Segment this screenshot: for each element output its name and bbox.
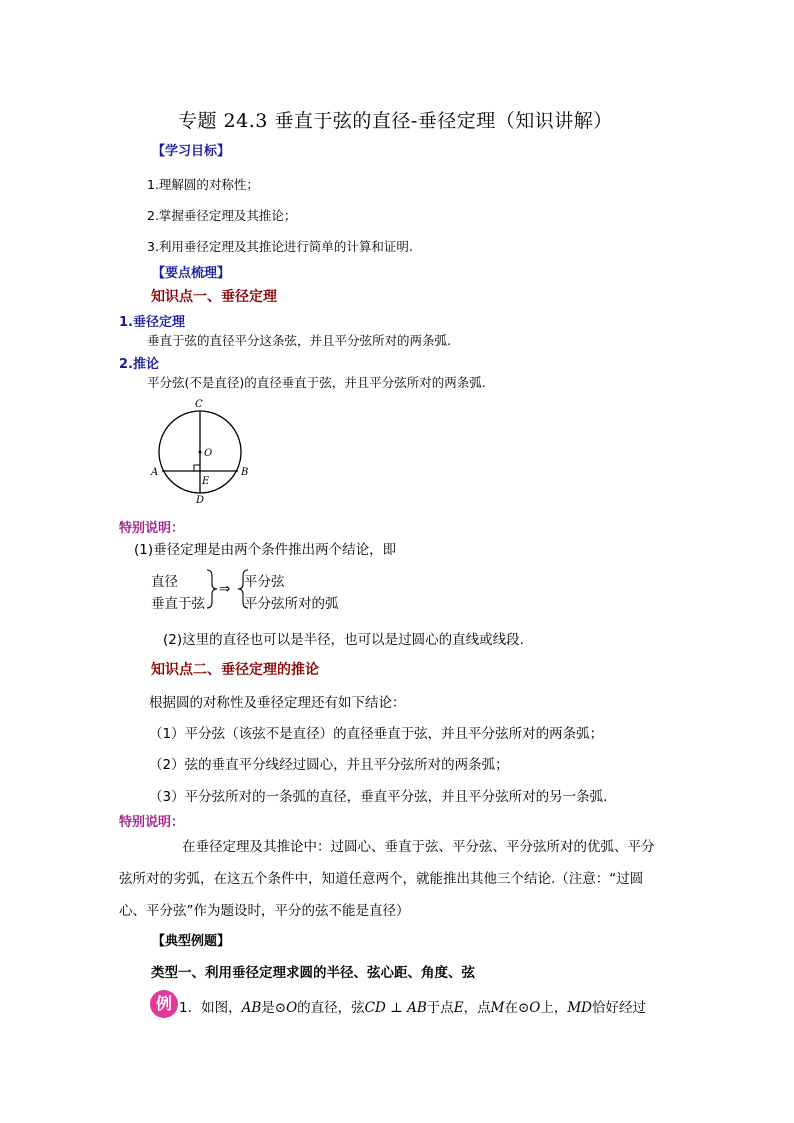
q1-text-b: 的直径，弦 bbox=[297, 1000, 365, 1016]
q1-text-a: 是 bbox=[261, 1000, 275, 1016]
kp1-heading: 知识点一、垂径定理 bbox=[151, 289, 277, 305]
brace-result2: 平分弦所对的弧 bbox=[244, 596, 339, 612]
q1-circle2: ⊙O bbox=[517, 1000, 541, 1016]
goal-item: 1.理解圆的对称性； bbox=[147, 177, 259, 192]
type1-heading: 类型一、利用垂径定理求圆的半径、弦心距、角度、弦 bbox=[151, 965, 475, 981]
special1-line1: (1)垂径定理是由两个条件推出两个结论，即 bbox=[134, 542, 397, 558]
kp1-sub2-text: 平分弦(不是直径)的直径垂直于弦，并且平分弦所对的两条弧. bbox=[147, 375, 486, 390]
points-heading: 【要点梳理】 bbox=[152, 266, 231, 281]
example-1-question bbox=[179, 996, 646, 1016]
goal-item: 2.掌握垂径定理及其推论； bbox=[147, 208, 297, 223]
special1-line2: (2)这里的直径也可以是半径，也可以是过圆心的直线或线段. bbox=[163, 632, 524, 648]
special2-line2: 弦所对的劣弧，在这五个条件中，知道任意两个，就能推出其他三个结论.（注意：“过圆 bbox=[119, 871, 644, 887]
implies-arrow: ⇒ bbox=[219, 581, 231, 597]
goal-item: 3.利用垂径定理及其推论进行简单的计算和证明. bbox=[147, 239, 413, 254]
kp1-sub1-text: 垂直于弦的直径平分这条弦，并且平分弦所对的两条弧. bbox=[147, 333, 451, 348]
kp2-item: （1）平分弦（该弦不是直径）的直径垂直于弦，并且平分弦所对的两条弧； bbox=[149, 726, 604, 742]
circle-diagram bbox=[145, 395, 260, 510]
center-dot bbox=[199, 451, 202, 454]
kp2-intro: 根据圆的对称性及垂径定理还有如下结论： bbox=[149, 695, 406, 711]
label-o: O bbox=[204, 448, 213, 459]
special2-line1: 在垂径定理及其推论中：过圆心、垂直于弦、平分弦、平分弦所对的优弧、平分 bbox=[182, 839, 655, 855]
examples-heading: 【典型例题】 bbox=[152, 934, 231, 949]
q1-text-c: 于点 bbox=[426, 1000, 454, 1016]
special2-heading: 特别说明： bbox=[119, 815, 185, 830]
right-brace-icon bbox=[205, 568, 219, 610]
brace-cond1: 直径 bbox=[151, 574, 178, 590]
goals-heading: 【学习目标】 bbox=[152, 144, 231, 159]
special2-line3: 心、平分弦”作为题设时，平分的弦不能是直径） bbox=[119, 903, 410, 919]
right-angle-mark bbox=[194, 465, 200, 471]
q1-text-f: 在 bbox=[504, 1000, 518, 1016]
label-c: C bbox=[195, 399, 203, 410]
q1-prefix: 1．如图， bbox=[179, 1000, 242, 1016]
kp1-sub2: 2.推论 bbox=[119, 357, 159, 372]
label-b: B bbox=[241, 467, 249, 478]
kp2-item: （3）平分弦所对的一条弧的直径，垂直平分弦，并且平分弦所对的另一条弧. bbox=[149, 789, 608, 805]
special1-heading: 特别说明： bbox=[119, 521, 185, 536]
q1-cd: CD ⊥ AB bbox=[364, 1000, 427, 1016]
q1-text-h: 恰好经过 bbox=[592, 1000, 646, 1016]
label-a: A bbox=[151, 467, 159, 478]
example-badge: 例 bbox=[150, 990, 178, 1018]
page-title: 专题 24.3 垂直于弦的直径-垂径定理（知识讲解） bbox=[178, 110, 613, 132]
q1-circle: ⊙O bbox=[274, 1000, 298, 1016]
label-e: E bbox=[202, 476, 210, 487]
q1-m: M bbox=[490, 1000, 505, 1016]
q1-text-g: 上， bbox=[540, 1000, 568, 1016]
kp1-sub1: 1.垂径定理 bbox=[119, 315, 185, 330]
q1-e: E bbox=[453, 1000, 464, 1016]
brace-cond2: 垂直于弦 bbox=[151, 596, 205, 612]
brace-result1: 平分弦 bbox=[244, 574, 285, 590]
kp2-item: （2）弦的垂直平分线经过圆心，并且平分弦所对的两条弧； bbox=[149, 757, 509, 773]
kp2-heading: 知识点二、垂径定理的推论 bbox=[151, 662, 319, 678]
q1-ab: AB bbox=[241, 1000, 262, 1016]
label-d: D bbox=[196, 495, 205, 506]
q1-text-d: ，点 bbox=[463, 1000, 491, 1016]
q1-md: MD bbox=[567, 1000, 592, 1016]
